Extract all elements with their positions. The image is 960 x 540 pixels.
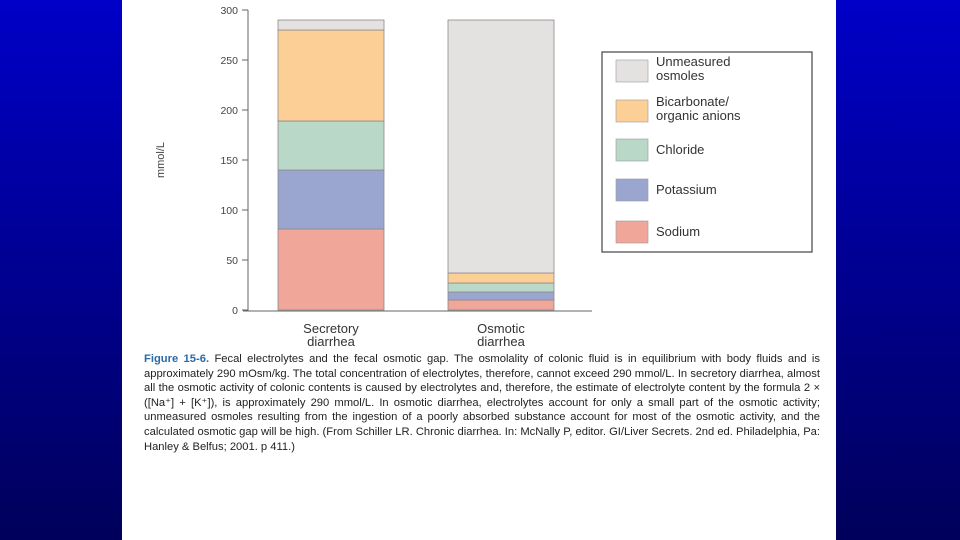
y-tick-label: 200 [220,105,238,117]
legend-label: Potassium [656,182,717,197]
legend-swatch [616,139,648,161]
legend-swatch [616,100,648,122]
legend-swatch [616,221,648,243]
legend-swatch [616,179,648,201]
legend-swatch [616,60,648,82]
caption-line: exceed 290 mmol/L. In secretory diarrhea, almost all the osmotic activity [144,367,820,395]
bar-segment [448,283,554,292]
y-tick-label: 300 [220,5,238,17]
legend-label: Bicarbonate/ organic anions [656,94,741,123]
y-tick-label: 100 [220,205,238,217]
caption-body [144,353,820,453]
y-axis-title: mmol/L [155,141,167,179]
caption-line: diarrhea. In: McNally P, editor. GI/Liver Secrets. 2nd ed. Philadelphia, Pa: [457,425,820,438]
y-tick-label: 50 [226,255,238,267]
caption-line: of colonic contents is caused by electrolytes and, therefore, the estimate [257,382,622,395]
y-tick-label: 250 [220,55,238,67]
bar-segment [448,20,554,273]
caption-line: Hanley & Belfus; 2001. p 411.) [144,440,295,453]
legend-label: Chloride [656,142,705,157]
caption-line: of colonic fluid is in equilibrium with body fluids and is approximately [144,353,820,380]
figure-caption [144,352,820,454]
y-tick-label: 150 [220,155,238,167]
caption-line: Fecal electrolytes and the fecal osmotic gap. The osmolality [214,353,534,365]
bar-segment [448,300,554,310]
x-category-label: Secretory diarrhea [303,321,359,349]
stacked-bar-chart [122,0,836,350]
bar-segment [278,30,384,121]
bar-segment [278,121,384,170]
slide-panel [122,0,836,540]
bar-segment [448,292,554,300]
legend-label: Sodium [656,224,701,239]
bar-segment [278,229,384,310]
bar-segment [278,20,384,30]
caption-line: 290 mOsm/kg. The total concentration of electrolytes, therefore, cannot [216,367,574,380]
bar-segment [448,273,554,283]
caption-line: of a poorly absorbed substance account for most of the osmotic activity, [402,411,781,424]
x-category-label: Osmotic diarrhea [477,321,525,349]
caption-line: and the calculated osmotic gap will be high. (From Schiller LR. Chronic [144,411,821,438]
y-tick-label: 0 [232,305,238,317]
caption-line: of electrolyte content by the formula 2 × ([Na⁺] + [K⁺]), is approximately [144,382,821,409]
legend-label: Unmeasured osmoles [656,54,731,83]
caption-line: of the osmotic activity; unmeasured osmoles resulting from the ingestion [144,396,820,424]
caption-line: 290 mmol/L. In osmotic diarrhea, electrolytes account for only a small part [310,396,704,409]
figure-label: Figure 15-6. [144,353,210,365]
bar-segment [278,170,384,229]
